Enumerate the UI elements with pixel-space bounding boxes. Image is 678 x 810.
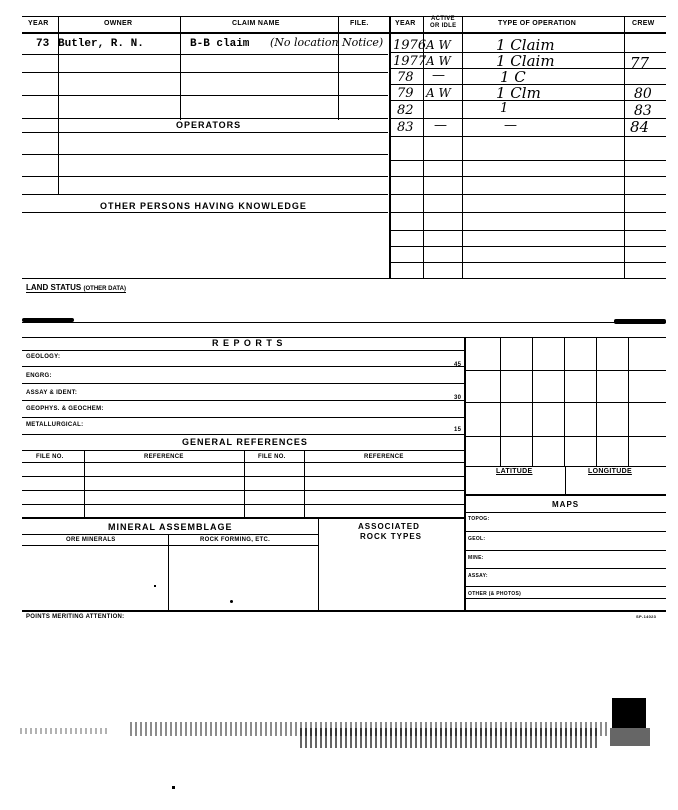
header-claim-name: CLAIM NAME	[232, 20, 280, 27]
operation-crew: 84	[630, 118, 650, 136]
operation-type: 1 Claim	[496, 52, 555, 70]
rock-forming-label: ROCK FORMING, ETC.	[200, 537, 271, 543]
operators-heading: OPERATORS	[176, 120, 242, 130]
operation-crew: 80	[634, 86, 652, 102]
operation-type: 1 C	[500, 68, 526, 86]
associated-heading: ASSOCIATED	[358, 522, 420, 531]
maps-mine: MINE:	[468, 555, 484, 561]
scan-dot	[172, 786, 175, 789]
points-meriting-attention: POINTS MERITING ATTENTION:	[26, 614, 125, 620]
maps-assay: ASSAY:	[468, 573, 488, 579]
ref-file-no-2: FILE NO.	[258, 454, 286, 460]
operation-status: A W	[426, 38, 451, 52]
longitude-label: LONGITUDE	[588, 468, 632, 475]
maps-other: OTHER (& PHOTOS)	[468, 591, 522, 597]
owner-entry-year: 73	[36, 38, 50, 50]
report-geology: GEOLOGY:	[26, 354, 61, 360]
scan-noise-band	[300, 728, 600, 748]
operation-year: 1977	[393, 54, 427, 69]
operation-year: 83	[397, 120, 414, 135]
header-crew: CREW	[632, 20, 655, 27]
maps-topog: TOPOG:	[468, 516, 490, 522]
scan-block	[612, 698, 646, 728]
ref-file-no: FILE NO.	[36, 454, 64, 460]
report-geophys: GEOPHYS. & GEOCHEM:	[26, 406, 104, 412]
header-or-idle: OR IDLE	[430, 23, 457, 29]
header-year-ops: YEAR	[395, 20, 416, 27]
operation-year: 82	[397, 103, 414, 118]
operation-year: 79	[397, 86, 414, 101]
ore-minerals-label: ORE MINERALS	[66, 537, 116, 543]
operation-year: 1976	[393, 38, 427, 53]
owner-entry-note: (No location Notice)	[270, 36, 384, 49]
scan-noise-band	[20, 728, 110, 734]
operation-type: 1	[500, 101, 509, 116]
rock-types-heading: ROCK TYPES	[360, 532, 423, 541]
ref-reference-2: REFERENCE	[364, 454, 404, 460]
ref-reference: REFERENCE	[144, 454, 184, 460]
operation-status: A W	[426, 54, 451, 68]
scan-dot	[230, 600, 233, 603]
reports-heading: R E P O R T S	[212, 338, 284, 348]
header-year: YEAR	[28, 20, 49, 27]
land-status-sublabel: (OTHER DATA)	[83, 286, 126, 292]
report-assay: ASSAY & IDENT:	[26, 390, 78, 396]
mineral-assemblage-heading: MINERAL ASSEMBLAGE	[108, 522, 233, 532]
general-references-heading: GENERAL REFERENCES	[182, 437, 308, 447]
other-persons-heading: OTHER PERSONS HAVING KNOWLEDGE	[100, 201, 307, 211]
operation-status: —	[434, 118, 447, 133]
report-number-15: 15	[454, 427, 462, 433]
owner-entry-claim: B-B claim	[190, 38, 250, 50]
operation-type: 1 Claim	[496, 36, 555, 54]
operation-status: A W	[426, 86, 451, 100]
operation-year: 78	[397, 70, 414, 85]
header-active: ACTIVE	[431, 16, 455, 22]
report-engrg: ENGRG:	[26, 373, 52, 379]
latitude-label: LATITUDE	[496, 468, 533, 475]
report-number-30: 30	[454, 395, 462, 401]
report-metallurgical: METALLURGICAL:	[26, 422, 84, 428]
scan-block	[610, 728, 650, 746]
operation-status: —	[432, 68, 445, 83]
header-type-of-operation: TYPE OF OPERATION	[498, 20, 577, 27]
land-status-label: LAND STATUS	[26, 283, 82, 292]
form-code: SP-14023	[636, 614, 657, 619]
report-number-45: 45	[454, 362, 462, 368]
header-file: FILE.	[350, 20, 369, 27]
operation-type: —	[504, 118, 517, 133]
owner-entry-owner: Butler, R. N.	[58, 38, 144, 50]
maps-heading: MAPS	[552, 500, 580, 509]
operation-type: 1 Clm	[496, 84, 541, 102]
scan-dot	[154, 585, 156, 587]
operation-crew: 83	[634, 103, 652, 119]
operation-crew: 77	[630, 54, 650, 72]
scan-mark-right	[614, 319, 666, 324]
maps-geol: GEOL:	[468, 536, 486, 542]
land-status-heading	[26, 283, 126, 293]
header-owner: OWNER	[104, 20, 133, 27]
